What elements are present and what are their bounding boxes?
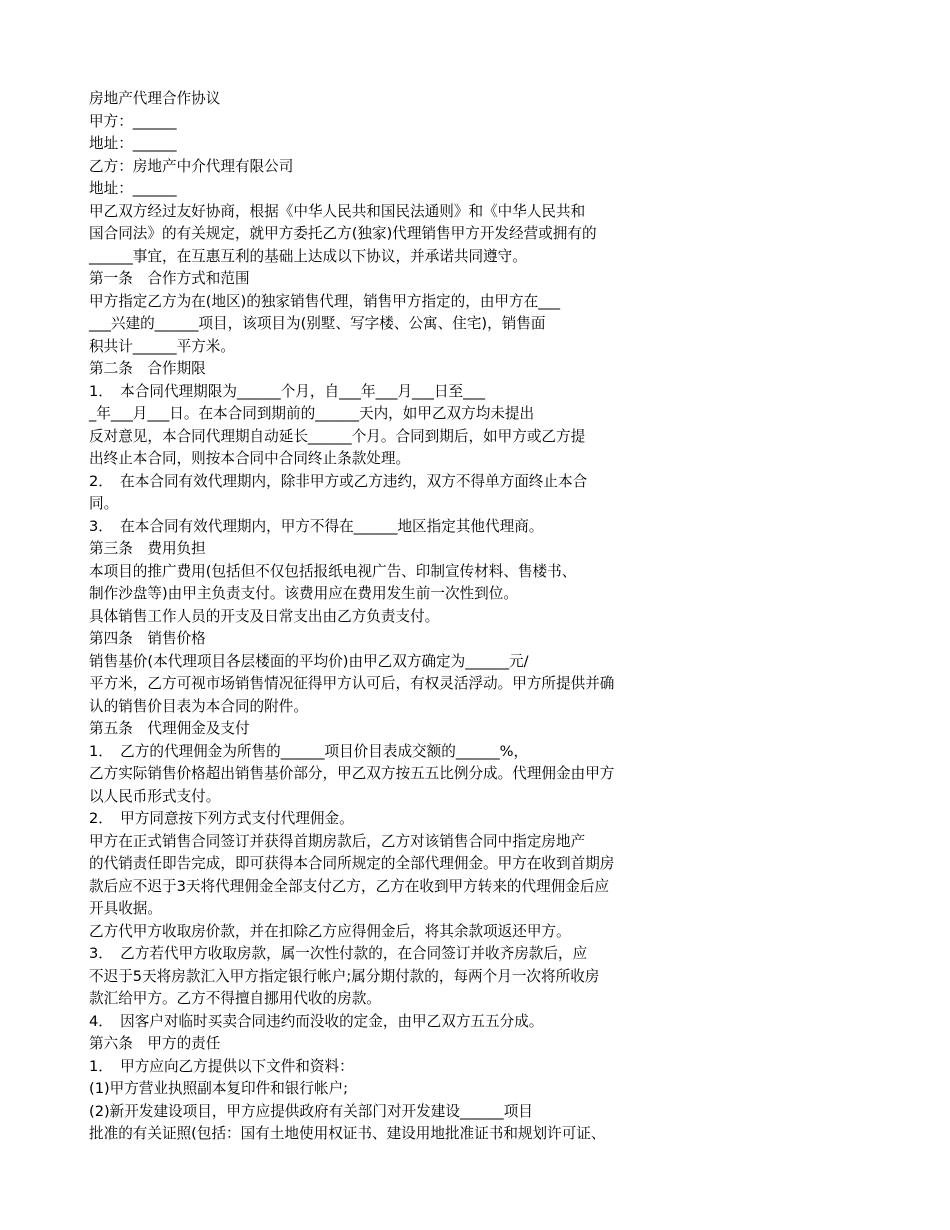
article-2-text: 3． 在本合同有效代理期内，甲方不得在______地区指定其他代理商。 [89,517,544,535]
article-5-text: 的代销责任即告完成，即可获得本合同所规定的全部代理佣金。甲方在收到首期房 [89,855,615,872]
article-5-text: 乙方代甲方收取房价款，并在扣除乙方应得佣金后，将其余款项返还甲方。 [89,922,571,940]
article-2-text: 2． 在本合同有效代理期内，除非甲方或乙方违约，双方不得单方面终止本合 [89,472,588,490]
article-4-text: 销售基价(本代理项目各层楼面的平均价)由甲乙双方确定为______元/ [89,652,529,670]
preamble-line: 甲乙双方经过友好协商，根据《中华人民共和国民法通则》和《中华人民共和 [89,202,586,220]
article-3-text: 本项目的推广费用(包括但不仅包括报纸电视广告、印制宣传材料、售楼书、 [89,562,577,580]
article-2-text: 出终止本合同，则按本合同中合同终止条款处理。 [89,450,411,467]
document-title: 房地产代理合作协议 [89,90,221,107]
article-4-heading: 第四条 销售价格 [89,630,206,647]
preamble-line: 国合同法》的有关规定，就甲方委托乙方(独家)代理销售甲方开发经营或拥有的 [89,225,597,242]
article-4-text: 平方米，乙方可视市场销售情况征得甲方认可后，有权灵活浮动。甲方所提供并确 [89,675,615,692]
article-5-text: 乙方实际销售价格超出销售基价部分，甲乙双方按五五比例分成。代理佣金由甲方 [89,765,615,782]
article-2-text: _年___月___日。在本合同到期前的______天内，如甲乙双方均未提出 [89,405,535,422]
preamble-line: ______事宜，在互惠互利的基础上达成以下协议，并承诺共同遵守。 [89,247,527,265]
party-a-line: 甲方：______ [89,112,177,130]
party-b-line: 乙方：房地产中介代理有限公司 [89,157,294,175]
party-b-address-line: 地址：______ [89,180,177,197]
article-5-text: 款后应不迟于3天将代理佣金全部支付乙方，乙方在收到甲方转来的代理佣金后应 [89,877,610,895]
article-6-text: (1)甲方营业执照副本复印件和银行帐户; [89,1080,349,1097]
article-3-text: 具体销售工作人员的开支及日常支出由乙方负责支付。 [89,607,440,625]
article-3-text: 制作沙盘等)由甲主负责支付。该费用应在费用发生前一次性到位。 [89,585,518,602]
article-6-text: 1． 甲方应向乙方提供以下文件和资料： [89,1057,354,1075]
article-1-heading: 第一条 合作方式和范围 [89,270,250,287]
article-5-heading: 第五条 代理佣金及支付 [89,720,250,737]
article-2-text: 同。 [89,495,119,512]
article-6-text: (2)新开发建设项目，甲方应提供政府有关部门对开发建设______项目 [89,1102,533,1120]
article-5-text: 款汇给甲方。乙方不得擅自挪用代收的房款。 [89,990,381,1007]
document-body [89,88,689,1146]
article-6-heading: 第六条 甲方的责任 [89,1035,221,1052]
article-2-text: 反对意见，本合同代理期自动延长______个月。合同到期后，如甲方或乙方提 [89,427,586,445]
article-6-text: 批准的有关证照(包括：国有土地使用权证书、建设用地批准证书和规划许可证、 [89,1125,606,1142]
article-3-heading: 第三条 费用负担 [89,540,206,557]
article-1-text: 积共计______平方米。 [89,337,235,355]
article-2-heading: 第二条 合作期限 [89,360,206,377]
article-5-text: 以人民币形式支付。 [89,787,221,805]
article-5-text: 甲方在正式销售合同签订并获得首期房款后，乙方对该销售合同中指定房地产 [89,832,586,850]
article-5-text: 4． 因客户对临时买卖合同违约而没收的定金，由甲乙双方五五分成。 [89,1012,544,1030]
article-5-text: 2． 甲方同意按下列方式支付代理佣金。 [89,810,354,827]
article-5-text: 不迟于5天将房款汇入甲方指定银行帐户;属分期付款的，每两个月一次将所收房 [89,967,600,985]
article-1-text: ___兴建的______项目，该项目为(别墅、写字楼、公寓、住宅)，销售面 [89,315,546,332]
article-2-text: 1． 本合同代理期限为______个月，自___年___月___日至___ [89,382,486,400]
article-5-text: 1． 乙方的代理佣金为所售的______项目价目表成交额的______%， [89,742,529,760]
article-4-text: 认的销售价目表为本合同的附件。 [89,697,308,715]
party-a-address-line: 地址：______ [89,135,177,152]
article-1-text: 甲方指定乙方为在(地区)的独家销售代理，销售甲方指定的，由甲方在___ [89,292,561,310]
article-5-text: 开具收据。 [89,900,162,917]
article-5-text: 3． 乙方若代甲方收取房款，属一次性付款的，在合同签订并收齐房款后，应 [89,945,588,962]
